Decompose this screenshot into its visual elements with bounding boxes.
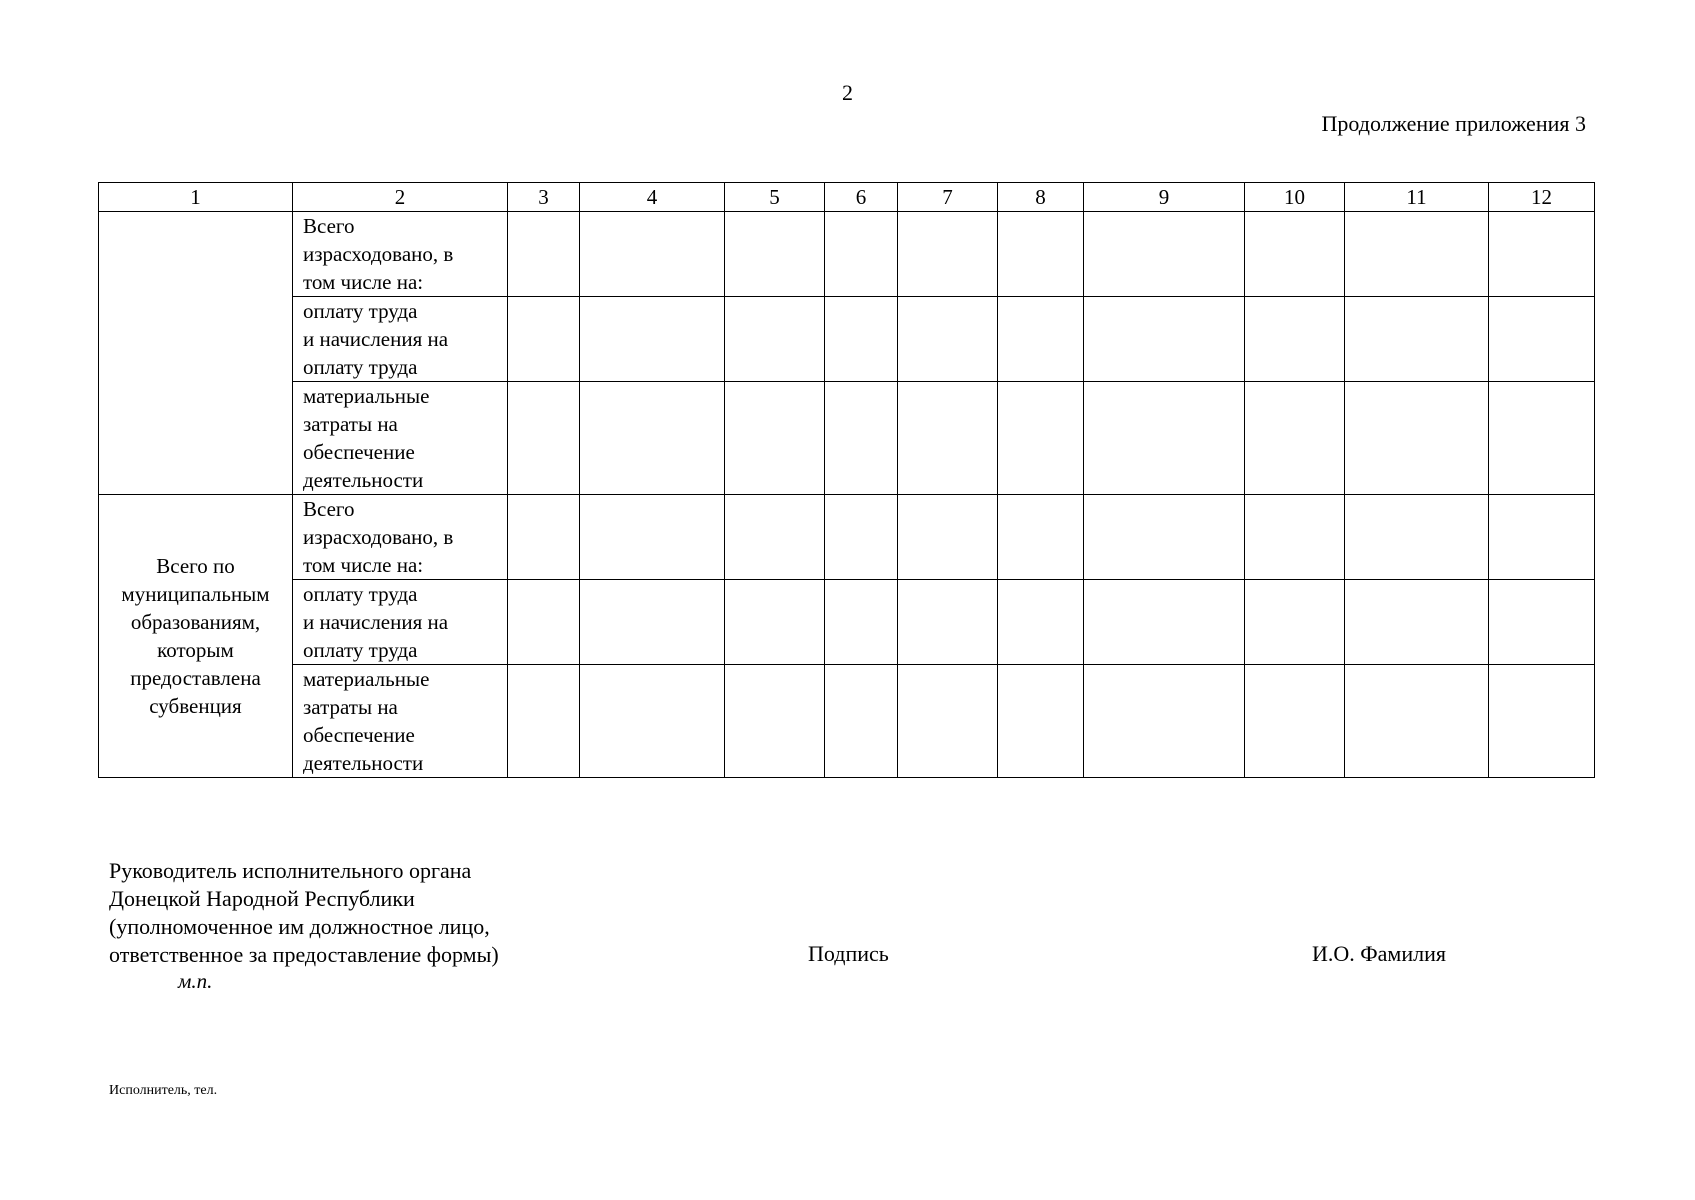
value-cell[interactable] [725, 212, 825, 297]
name-label: И.О. Фамилия [1312, 941, 1446, 966]
value-cell[interactable] [1245, 382, 1345, 495]
value-cell[interactable] [998, 297, 1084, 382]
value-cell[interactable] [508, 297, 580, 382]
value-cell[interactable] [1245, 297, 1345, 382]
value-cell[interactable] [725, 580, 825, 665]
value-cell[interactable] [898, 297, 998, 382]
expense-item-label: оплату труда и начисления на оплату труда [293, 297, 508, 382]
expense-item-label: Всего израсходовано, в том числе на: [293, 212, 508, 297]
appendix-continuation-label: Продолжение приложения 3 [1321, 111, 1586, 136]
value-cell[interactable] [1345, 580, 1489, 665]
column-number: 5 [725, 183, 825, 212]
column-number: 12 [1489, 183, 1595, 212]
value-cell[interactable] [508, 665, 580, 778]
value-cell[interactable] [898, 495, 998, 580]
page-number: 2 [842, 80, 853, 105]
value-cell[interactable] [1489, 212, 1595, 297]
value-cell[interactable] [998, 495, 1084, 580]
value-cell[interactable] [508, 580, 580, 665]
value-cell[interactable] [725, 382, 825, 495]
expense-item-label: Всего израсходовано, в том числе на: [293, 495, 508, 580]
value-cell[interactable] [1245, 580, 1345, 665]
executor-phone-label: Исполнитель, тел. [109, 1083, 218, 1098]
column-number: 2 [293, 183, 508, 212]
column-number: 4 [580, 183, 725, 212]
expense-item-label: материальные затраты на обеспечение деятельности [293, 665, 508, 778]
value-cell[interactable] [825, 297, 898, 382]
column-number: 6 [825, 183, 898, 212]
column-number: 7 [898, 183, 998, 212]
value-cell[interactable] [580, 382, 725, 495]
expense-item-label: материальные затраты на обеспечение деятельности [293, 382, 508, 495]
value-cell[interactable] [825, 580, 898, 665]
value-cell[interactable] [580, 580, 725, 665]
value-cell[interactable] [725, 495, 825, 580]
value-cell[interactable] [898, 212, 998, 297]
value-cell[interactable] [1489, 297, 1595, 382]
value-cell[interactable] [1345, 382, 1489, 495]
table-row [99, 665, 1595, 778]
value-cell[interactable] [1489, 495, 1595, 580]
value-cell[interactable] [725, 297, 825, 382]
value-cell[interactable] [1245, 212, 1345, 297]
value-cell[interactable] [825, 665, 898, 778]
table-row [99, 495, 1595, 580]
value-cell[interactable] [580, 665, 725, 778]
signature-label: Подпись [808, 941, 889, 966]
value-cell[interactable] [508, 495, 580, 580]
value-cell[interactable] [1345, 297, 1489, 382]
table-row [99, 580, 1595, 665]
table-row [99, 297, 1595, 382]
value-cell[interactable] [998, 212, 1084, 297]
value-cell[interactable] [825, 382, 898, 495]
total-municipalities-label: Всего по муниципальным образованиям, которым предоставлена субвенция [99, 495, 293, 778]
value-cell[interactable] [1489, 665, 1595, 778]
value-cell[interactable] [898, 580, 998, 665]
value-cell[interactable] [825, 212, 898, 297]
value-cell[interactable] [1345, 212, 1489, 297]
table-row [99, 382, 1595, 495]
value-cell[interactable] [580, 212, 725, 297]
column-number: 10 [1245, 183, 1345, 212]
value-cell[interactable] [1084, 382, 1245, 495]
report-table [98, 182, 1595, 778]
value-cell[interactable] [580, 297, 725, 382]
value-cell[interactable] [1345, 495, 1489, 580]
value-cell[interactable] [1084, 665, 1245, 778]
value-cell[interactable] [1084, 297, 1245, 382]
value-cell[interactable] [1084, 495, 1245, 580]
value-cell[interactable] [1245, 495, 1345, 580]
value-cell[interactable] [1084, 212, 1245, 297]
value-cell[interactable] [998, 382, 1084, 495]
municipality-group-cell [99, 212, 293, 495]
value-cell[interactable] [825, 495, 898, 580]
value-cell[interactable] [1084, 580, 1245, 665]
column-number: 1 [99, 183, 293, 212]
value-cell[interactable] [1345, 665, 1489, 778]
column-number: 3 [508, 183, 580, 212]
value-cell[interactable] [725, 665, 825, 778]
column-number: 8 [998, 183, 1084, 212]
column-number: 9 [1084, 183, 1245, 212]
value-cell[interactable] [998, 665, 1084, 778]
value-cell[interactable] [998, 580, 1084, 665]
value-cell[interactable] [508, 382, 580, 495]
column-number-row [99, 183, 1595, 212]
value-cell[interactable] [1489, 580, 1595, 665]
official-title: Руководитель исполнительного органа Донецкой Народной Республики (уполномоченное им должностное лицо, ответственное за предоставление формы) [109, 858, 499, 967]
stamp-place-mark: м.п. [178, 969, 213, 993]
value-cell[interactable] [508, 212, 580, 297]
value-cell[interactable] [898, 382, 998, 495]
value-cell[interactable] [1489, 382, 1595, 495]
table-row [99, 212, 1595, 297]
value-cell[interactable] [1245, 665, 1345, 778]
value-cell[interactable] [898, 665, 998, 778]
column-number: 11 [1345, 183, 1489, 212]
value-cell[interactable] [580, 495, 725, 580]
expense-item-label: оплату труда и начисления на оплату труда [293, 580, 508, 665]
